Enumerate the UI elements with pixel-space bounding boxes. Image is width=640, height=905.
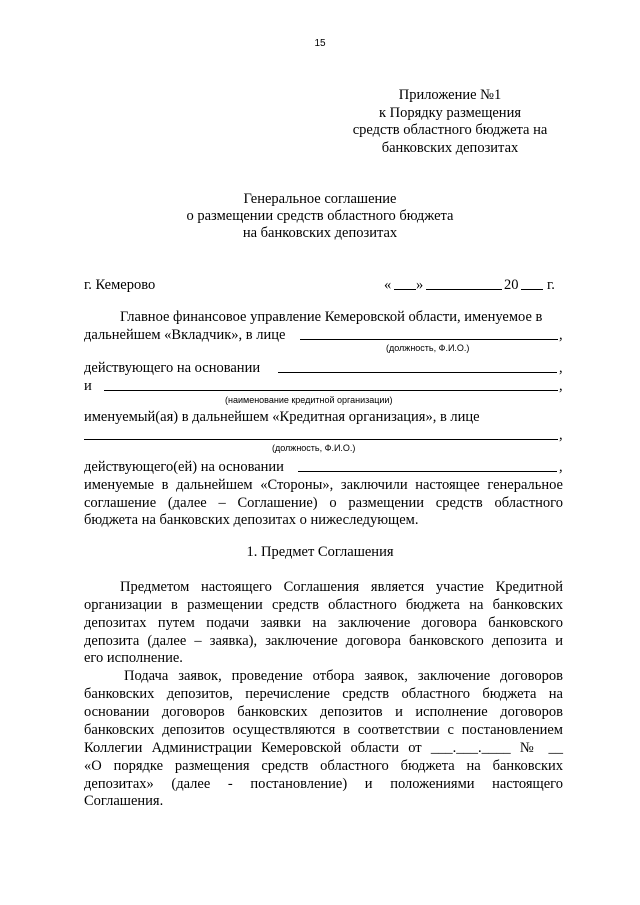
- p1-line-3: депозитах путем подачи заявки на заключение договора банковского: [84, 615, 563, 631]
- comma-3: ,: [559, 378, 563, 394]
- intro-line-8: соглашение (далее – Соглашение) о размещении средств областного: [84, 495, 563, 511]
- date-quote-close: »: [416, 277, 424, 293]
- credit-org-blank: [104, 390, 558, 391]
- representative-blank-2: [84, 439, 558, 440]
- p2-line-6: «О порядке размещения средств областного бюджета на банковских: [84, 758, 563, 774]
- appendix-line-1: Приложение №1: [398, 87, 502, 103]
- p2-line-5: Коллегии Администрации Кемеровской области от ___.___.____ № __: [84, 740, 563, 756]
- intro-line-9: бюджета на банковских депозитах о нижеследующем.: [84, 512, 419, 528]
- title-line-2: о размещении средств областного бюджета: [186, 208, 454, 224]
- hint-credit-org-name: (наименование кредитной организации): [225, 395, 393, 405]
- representative-blank: [300, 339, 558, 340]
- intro-line-3: действующего на основании: [84, 360, 261, 376]
- p2-line-8: Соглашения.: [84, 793, 164, 809]
- appendix-line-4: банковских депозитах: [381, 140, 519, 156]
- date-year-suffix: г.: [547, 277, 555, 293]
- place-text: г. Кемерово: [84, 277, 156, 293]
- date-year-blank: [521, 289, 543, 290]
- date-year-prefix: 20: [504, 277, 519, 293]
- section-1-heading: 1. Предмет Соглашения: [246, 544, 394, 560]
- date-day-blank: [394, 289, 416, 290]
- p1-line-5: его исполнение.: [84, 650, 183, 666]
- comma-5: ,: [559, 459, 563, 475]
- p2-line-7: депозитах» (далее - постановление) и положениями настоящего: [84, 776, 563, 792]
- comma-1: ,: [559, 327, 563, 343]
- comma-4: ,: [559, 427, 563, 443]
- p1-line-4: депозита (далее – заявка), заключение договора банковского депозита и: [84, 633, 563, 649]
- intro-line-2: дальнейшем «Вкладчик», в лице: [84, 327, 286, 343]
- intro-line-1: Главное финансовое управление Кемеровской области, именуемое в: [120, 309, 543, 325]
- basis-blank-1: [278, 372, 557, 373]
- page-number: 15: [314, 38, 326, 49]
- comma-2: ,: [559, 360, 563, 376]
- p2-line-4: банковских депозитов осуществляются в соответствии с постановлением: [84, 722, 563, 738]
- date-month-blank: [426, 289, 502, 290]
- p2-line-1: Подача заявок, проведение отбора заявок, заключение договоров: [124, 668, 563, 684]
- intro-line-7: именуемые в дальнейшем «Стороны», заключили настоящее генеральное: [84, 477, 563, 493]
- title-line-1: Генеральное соглашение: [243, 191, 397, 207]
- date-quote-open: «: [384, 277, 392, 293]
- hint-position-name-2: (должность, Ф.И.О.): [272, 443, 356, 453]
- basis-blank-2: [298, 471, 557, 472]
- title-line-3: на банковских депозитах: [242, 225, 398, 241]
- hint-position-name-1: (должность, Ф.И.О.): [386, 343, 470, 353]
- p1-line-1: Предметом настоящего Соглашения является участие Кредитной: [120, 579, 563, 595]
- intro-line-4: и: [84, 378, 92, 394]
- intro-line-5: именуемый(ая) в дальнейшем «Кредитная организация», в лице: [84, 409, 480, 425]
- appendix-line-2: к Порядку размещения: [378, 105, 521, 121]
- p2-line-2: банковских депозитов, перечисление средств областного бюджета на: [84, 686, 563, 702]
- p1-line-2: организации в размещении средств областного бюджета на банковских: [84, 597, 563, 613]
- appendix-line-3: средств областного бюджета на: [352, 122, 548, 138]
- p2-line-3: основании договоров банковских депозитов и исполнение договоров: [84, 704, 563, 720]
- intro-line-6: действующего(ей) на основании: [84, 459, 284, 475]
